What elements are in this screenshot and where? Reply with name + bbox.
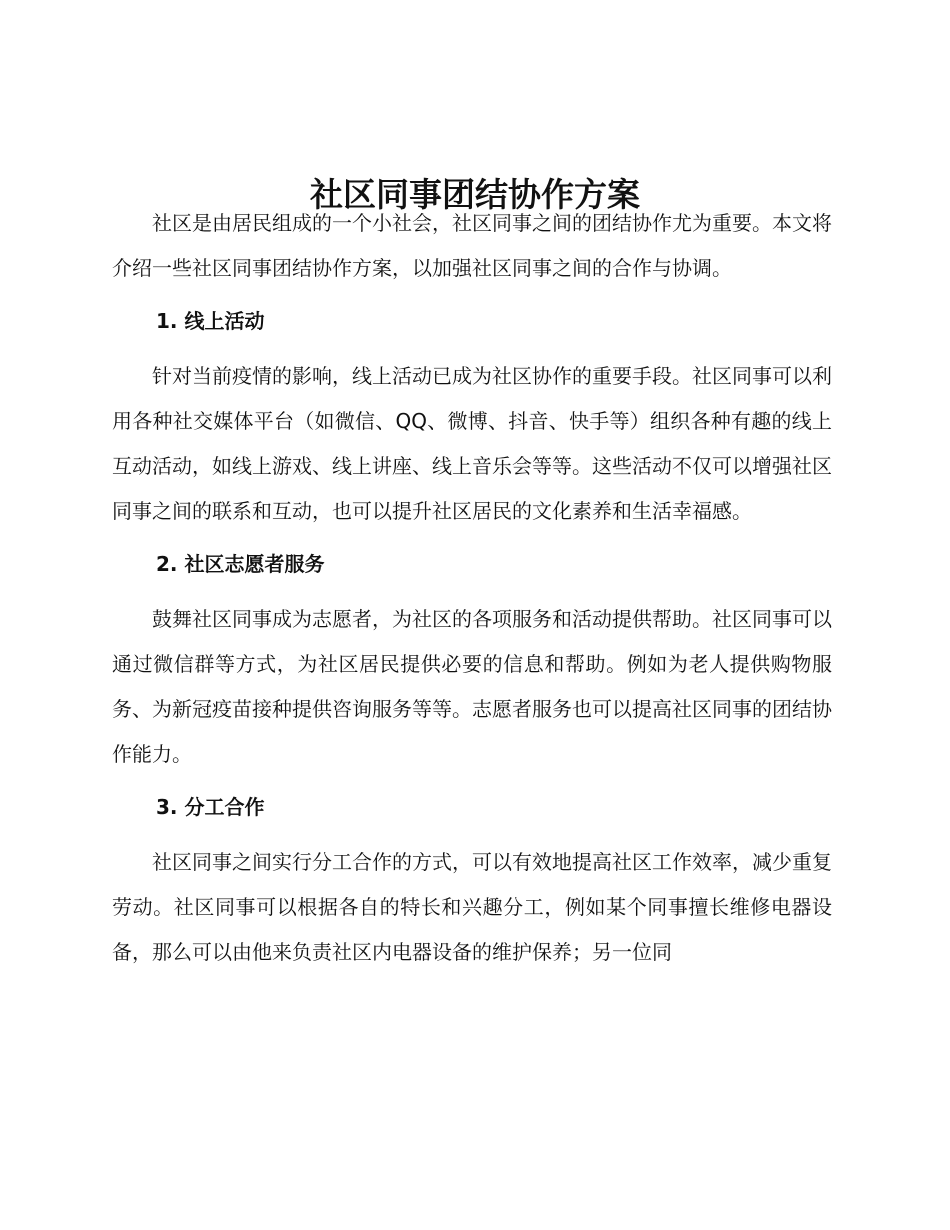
- section-body-online-activities: 针对当前疫情的影响，线上活动已成为社区协作的重要手段。社区同事可以利用各种社交媒体平台（如微信、QQ、微博、抖音、快手等）组织各种有趣的线上互动活动，如线上游戏、线上讲座、线上音乐会等等。这些活动不仅可以增强社区同事之间的联系和互动，也可以提升社区居民的文化素养和生活幸福感。: [112, 364, 832, 523]
- section-body-volunteer-service: 鼓舞社区同事成为志愿者，为社区的各项服务和活动提供帮助。社区同事可以通过微信群等方式，为社区居民提供必要的信息和帮助。例如为老人提供购物服务、为新冠疫苗接种提供咨询服务等等。志愿者服务也可以提高社区同事的团结协作能力。: [112, 607, 832, 766]
- document-title: 社区同事团结协作方案: [310, 175, 640, 215]
- section-body-division-of-labor: 社区同事之间实行分工合作的方式，可以有效地提高社区工作效率，减少重复劳动。社区同事可以根据各自的特长和兴趣分工，例如某个同事擅长维修电器设备，那么可以由他来负责社区内电器设备的维护保养；另一位同: [112, 850, 832, 964]
- section-heading-online-activities: 1. 线上活动: [156, 309, 265, 333]
- section-heading-division-of-labor: 3. 分工合作: [156, 795, 265, 819]
- intro-paragraph: 社区是由居民组成的一个小社会，社区同事之间的团结协作尤为重要。本文将介绍一些社区同事团结协作方案，以加强社区同事之间的合作与协调。: [112, 211, 832, 280]
- document-body: [112, 201, 832, 975]
- section-heading-volunteer-service: 2. 社区志愿者服务: [156, 552, 325, 576]
